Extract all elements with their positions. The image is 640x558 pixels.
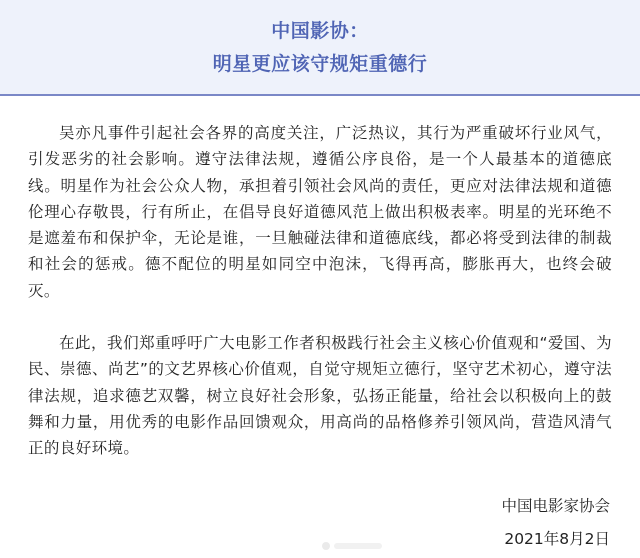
document-body (28, 120, 612, 462)
header-title-line2: 明星更应该守规矩重德行 (212, 53, 428, 75)
header-title-line1: 中国影协： (271, 20, 369, 42)
signature-organization: 中国电影家协会 (501, 497, 610, 515)
paragraph-1: 吴亦凡事件引起社会各界的高度关注，广泛热议，其行为严重破坏行业风气，引发恶劣的社会影响。遵守法律法规，遵循公序良俗，是一个人最基本的道德底线。明星作为社会公众人物，承担着引领社会风尚的责任，更应对法律法规和道德伦理心存敬畏，行有所止，在倡导良好道德风范上做出积极表率。明星的光环绝不是遮羞布和保护伞，无论是谁，一旦触碰法律和道德底线，都必将受到法律的制裁和社会的惩戒。德不配位的明星如同空中泡沫，飞得再高，膨胀再大，也终会破灭。 (28, 124, 612, 300)
paragraph-2: 在此，我们郑重呼吁广大电影工作者积极践行社会主义核心价值观和“爱国、为民、崇德、尚艺”的文艺界核心价值观，自觉守规矩立德行，坚守艺术初心，遵守法律法规，追求德艺双馨，树立良好社会形象，弘扬正能量，给社会以积极向上的鼓舞和力量，用优秀的电影作品回馈观众，用高尚的品格修养引领风尚，营造风清气正的良好环境。 (28, 334, 612, 458)
document-header (0, 0, 640, 96)
watermark-icon (320, 540, 386, 552)
signature-date: 2021年8月2日 (504, 530, 610, 548)
